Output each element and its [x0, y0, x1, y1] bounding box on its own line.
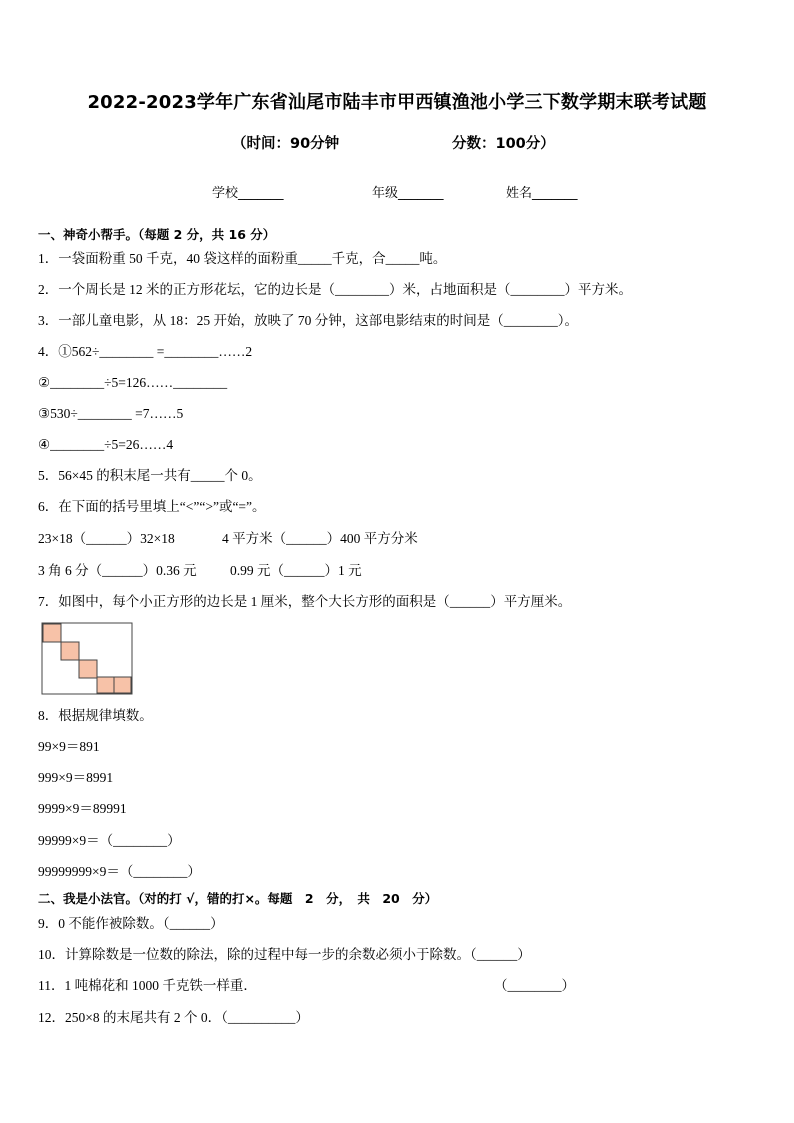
small-square — [97, 677, 114, 693]
name-field: 姓名_______ — [506, 186, 578, 201]
question-6-compare-1: 23×18（______）32×18 — [38, 531, 175, 546]
question-7: 7．如图中，每个小正方形的边长是 1 厘米，整个大长方形的面积是（______）平方厘米。 — [38, 594, 572, 609]
question-4-part-2: ②________÷5=126……________ — [38, 375, 228, 390]
question-6-compare-3: 3 角 6 分（______）0.36 元 — [38, 563, 197, 578]
exam-title: 2022-2023学年广东省汕尾市陆丰市甲西镇渔池小学三下数学期末联考试题 — [87, 92, 707, 113]
question-4-part-4: ④________÷5=26……4 — [38, 437, 174, 452]
question-6-compare-2: 4 平方米（______）400 平方分米 — [222, 531, 418, 546]
question-8: 8．根据规律填数。 — [38, 708, 153, 723]
question-2: 2．一个周长是 12 米的正方形花坛，它的边长是（________）米，占地面积是（________）平方米。 — [38, 282, 632, 297]
question-4-part-1: 4．①562÷________ =________……2 — [38, 344, 253, 359]
small-square — [114, 677, 131, 693]
question-6: 6．在下面的括号里填上“<”“>”或“=”。 — [38, 499, 266, 514]
small-square — [79, 660, 97, 678]
exam-score: 分数：100分） — [452, 136, 555, 152]
school-field: 学校_______ — [212, 186, 284, 201]
question-11: 11．1 吨棉花和 1000 千克铁一样重． — [38, 978, 257, 993]
question-12: 12．250×8 的末尾共有 2 个 0．（__________） — [38, 1010, 309, 1025]
pattern-line-4: 99999×9＝（________） — [38, 833, 181, 848]
pattern-line-1: 99×9＝891 — [38, 739, 100, 754]
pattern-line-3: 9999×9＝89991 — [38, 801, 127, 816]
question-1: 1．一袋面粉重 50 千克，40 袋这样的面粉重_____千克，合_____吨。 — [38, 251, 447, 266]
question-4-part-3: ③530÷________ =7……5 — [38, 406, 184, 421]
question-6-compare-4: 0.99 元（______）1 元 — [230, 563, 362, 578]
section-1-heading: 一、神奇小帮手。（每题 2 分，共 16 分） — [38, 227, 276, 242]
grade-field: 年级_______ — [372, 186, 444, 201]
question-11-answer: （________） — [494, 978, 575, 993]
small-square — [61, 642, 79, 660]
question-5: 5．56×45 的积末尾一共有_____个 0。 — [38, 468, 262, 483]
section-2-heading: 二、我是小法官。（对的打 √，错的打×。每题 2 分， 共 20 分） — [38, 891, 438, 906]
question-10: 10．计算除数是一位数的除法，除的过程中每一步的余数必须小于除数。（______） — [38, 947, 531, 962]
question-3: 3．一部儿童电影，从 18：25 开始，放映了 70 分钟，这部电影结束的时间是（________）。 — [38, 313, 578, 328]
question-9: 9．0 不能作被除数。（______） — [38, 916, 224, 931]
pattern-line-2: 999×9＝8991 — [38, 770, 114, 785]
small-square — [43, 624, 61, 642]
rectangle-figure — [40, 620, 134, 696]
pattern-line-5: 99999999×9＝（________） — [38, 864, 201, 879]
exam-time: （时间：90分钟 — [232, 136, 340, 152]
